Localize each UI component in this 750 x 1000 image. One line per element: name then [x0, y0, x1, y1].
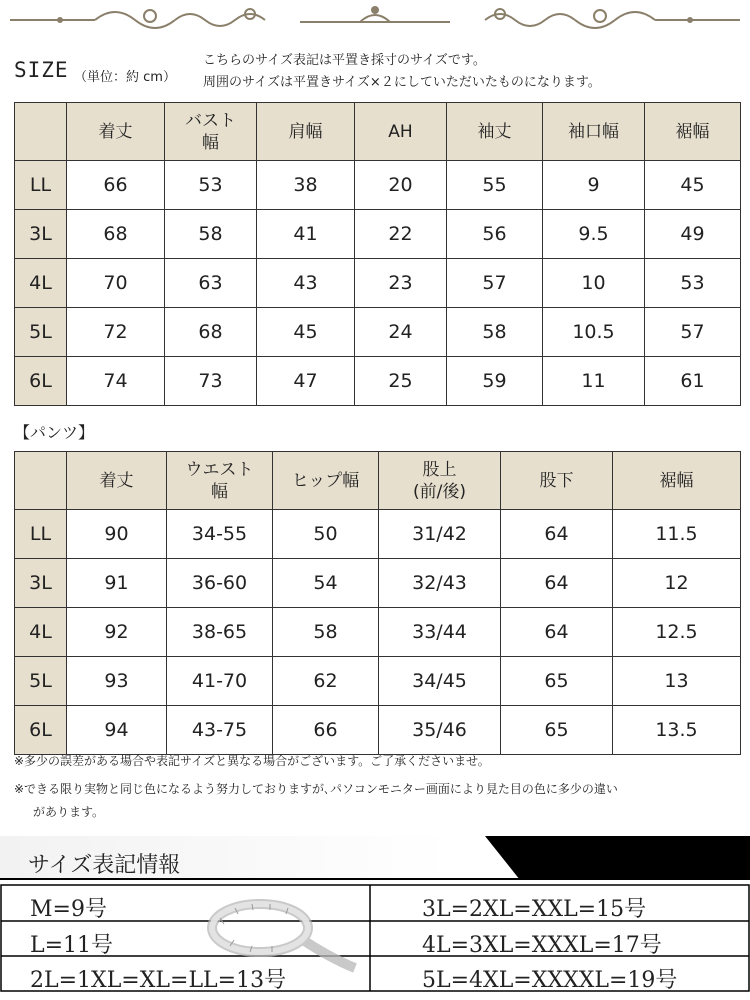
size-info-title: サイズ表記情報 [28, 853, 181, 878]
ornament-divider [0, 0, 750, 40]
tops-cell: 43 [257, 259, 355, 308]
pants-cell: 33/44 [379, 608, 501, 657]
tops-column-header-line: 袖口幅 [568, 121, 619, 142]
tops-cell: 45 [257, 308, 355, 357]
tops-column-header-line: 着丈 [98, 121, 133, 142]
pants-cell: 54 [273, 559, 379, 608]
pants-cell: 62 [273, 657, 379, 706]
pants-cell: 36-60 [167, 559, 273, 608]
tops-column-header-line: バスト [185, 110, 236, 131]
size-info-left: L=11号 [30, 933, 114, 958]
tops-cell: 24 [355, 308, 447, 357]
pants-size-label: 4L [15, 608, 67, 657]
pants-column-header [273, 452, 379, 510]
tops-cell: 10.5 [543, 308, 645, 357]
size-notes [203, 50, 601, 94]
tops-cell: 55 [447, 161, 543, 210]
pants-cell: 65 [501, 706, 613, 755]
tops-cell: 63 [165, 259, 257, 308]
tops-column-header-line: 裾幅 [675, 121, 710, 142]
pants-title: 【パンツ】 [14, 423, 95, 442]
pants-cell: 90 [67, 510, 167, 559]
tops-cell: 53 [645, 259, 741, 308]
tops-cell: 11 [543, 357, 645, 406]
tops-cell: 57 [645, 308, 741, 357]
tops-corner-cell [15, 103, 67, 161]
pants-cell: 43-75 [167, 706, 273, 755]
pants-column-header [613, 452, 741, 510]
pants-row [15, 706, 741, 755]
size-info-left: M=9号 [30, 897, 107, 922]
pants-row [15, 559, 741, 608]
tops-cell: 41 [257, 210, 355, 259]
tops-size-label: 4L [15, 259, 67, 308]
pants-cell: 65 [501, 657, 613, 706]
footnote: ※できる限り実物と同じ色になるよう努力しておりますが､パソコンモニター画面により見た目の色に多少の違い [14, 782, 618, 796]
tops-column-header [67, 103, 165, 161]
size-info-right: 5L=4XL=XXXXL=19号 [422, 968, 678, 993]
pants-cell: 11.5 [613, 510, 741, 559]
tops-cell: 70 [67, 259, 165, 308]
pants-cell: 34-55 [167, 510, 273, 559]
tops-size-label: 3L [15, 210, 67, 259]
pants-cell: 64 [501, 608, 613, 657]
pants-column-header-line: 裾幅 [659, 470, 694, 491]
pants-column-header-line: 股上 [422, 459, 457, 480]
size-info-right: 3L=2XL=XXL=15号 [422, 897, 647, 922]
pants-cell: 34/45 [379, 657, 501, 706]
tops-cell: 58 [447, 308, 543, 357]
pants-cell: 12 [613, 559, 741, 608]
pants-cell: 31/42 [379, 510, 501, 559]
footnote: ※多少の誤差がある場合や表記サイズと異なる場合がございます。ご了承くださいませ。 [14, 754, 490, 768]
pants-cell: 64 [501, 510, 613, 559]
pants-cell: 66 [273, 706, 379, 755]
tops-cell: 57 [447, 259, 543, 308]
size-title: SIZE [14, 58, 69, 82]
footnote: があります。 [33, 805, 105, 819]
size-note-line: こちらのサイズ表記は平置き採寸のサイズです。 [203, 53, 486, 68]
tops-column-header [165, 103, 257, 161]
tops-cell: 25 [355, 357, 447, 406]
pants-cell: 13.5 [613, 706, 741, 755]
pants-column-header-line: (前/後) [413, 481, 466, 502]
pants-column-header-line: ヒップ幅 [291, 470, 360, 491]
pants-row [15, 608, 741, 657]
tops-size-table [14, 102, 741, 406]
size-info-right: 4L=3XL=XXXL=17号 [422, 933, 662, 958]
size-info-left: 2L=1XL=XL=LL=13号 [30, 968, 287, 993]
tops-cell: 61 [645, 357, 741, 406]
pants-cell: 91 [67, 559, 167, 608]
tops-cell: 74 [67, 357, 165, 406]
tops-row [15, 259, 741, 308]
tops-column-header [447, 103, 543, 161]
pants-cell: 35/46 [379, 706, 501, 755]
pants-size-label: 6L [15, 706, 67, 755]
tops-cell: 68 [67, 210, 165, 259]
tops-cell: 22 [355, 210, 447, 259]
pants-cell: 32/43 [379, 559, 501, 608]
tops-cell: 73 [165, 357, 257, 406]
tops-cell: 49 [645, 210, 741, 259]
tops-size-label: LL [15, 161, 67, 210]
pants-cell: 38-65 [167, 608, 273, 657]
tops-column-header [257, 103, 355, 161]
tops-row [15, 308, 741, 357]
tops-row [15, 210, 741, 259]
size-note-line: 周囲のサイズは平置きサイズ×２にしていただいたものになります。 [203, 75, 601, 90]
pants-cell: 64 [501, 559, 613, 608]
pants-column-header-line: 幅 [211, 481, 228, 502]
tops-cell: 68 [165, 308, 257, 357]
pants-column-header [67, 452, 167, 510]
tops-column-header [543, 103, 645, 161]
size-unit: （単位：約 cm） [74, 70, 176, 85]
pants-column-header [167, 452, 273, 510]
pants-row [15, 510, 741, 559]
pants-size-label: 5L [15, 657, 67, 706]
tops-row [15, 161, 741, 210]
tops-column-header-line: 幅 [202, 132, 219, 153]
tops-cell: 10 [543, 259, 645, 308]
tops-cell: 58 [165, 210, 257, 259]
tops-column-header [355, 103, 447, 161]
tops-cell: 9.5 [543, 210, 645, 259]
pants-column-header-line: ウエスト [185, 459, 254, 480]
pants-cell: 94 [67, 706, 167, 755]
pants-cell: 50 [273, 510, 379, 559]
pants-corner-cell [15, 452, 67, 510]
pants-size-table [14, 451, 741, 755]
pants-cell: 12.5 [613, 608, 741, 657]
pants-column-header [379, 452, 501, 510]
tops-column-header [645, 103, 741, 161]
tops-cell: 23 [355, 259, 447, 308]
tops-cell: 53 [165, 161, 257, 210]
pants-cell: 58 [273, 608, 379, 657]
tops-cell: 9 [543, 161, 645, 210]
pants-column-header-line: 着丈 [99, 470, 134, 491]
tops-column-header-line: 肩幅 [288, 121, 323, 142]
tops-cell: 72 [67, 308, 165, 357]
tops-cell: 45 [645, 161, 741, 210]
tops-header-row [15, 103, 741, 161]
tops-cell: 66 [67, 161, 165, 210]
pants-header-row [15, 452, 741, 510]
pants-cell: 92 [67, 608, 167, 657]
pants-size-label: LL [15, 510, 67, 559]
tops-size-label: 5L [15, 308, 67, 357]
pants-row [15, 657, 741, 706]
tops-cell: 20 [355, 161, 447, 210]
pants-column-header-line: 股下 [539, 470, 574, 491]
tops-cell: 56 [447, 210, 543, 259]
tops-cell: 38 [257, 161, 355, 210]
pants-size-label: 3L [15, 559, 67, 608]
tops-cell: 47 [257, 357, 355, 406]
pants-cell: 13 [613, 657, 741, 706]
pants-cell: 93 [67, 657, 167, 706]
tops-row [15, 357, 741, 406]
pants-cell: 41-70 [167, 657, 273, 706]
tops-size-label: 6L [15, 357, 67, 406]
pants-column-header [501, 452, 613, 510]
tops-column-header-line: AH [388, 121, 413, 142]
tops-cell: 59 [447, 357, 543, 406]
tops-column-header-line: 袖丈 [477, 121, 512, 142]
